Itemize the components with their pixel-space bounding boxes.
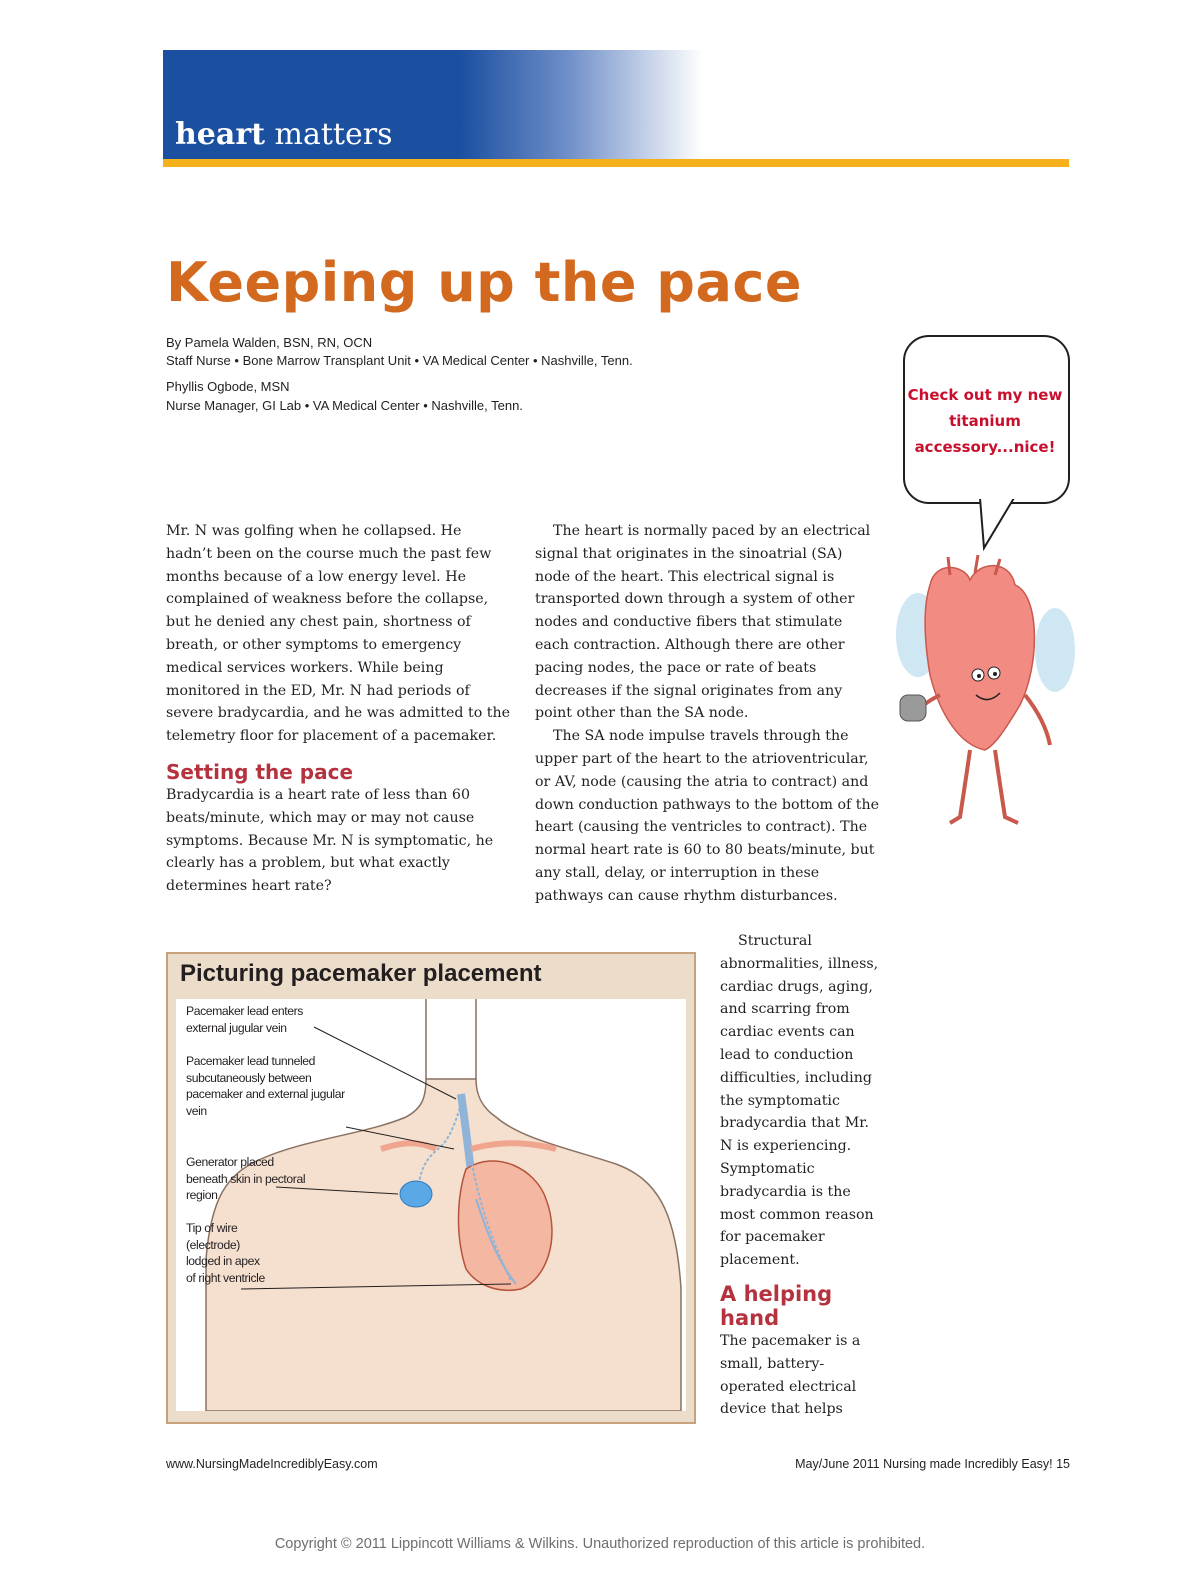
header-rule (163, 159, 1069, 167)
speech-bubble-tail (970, 496, 1030, 552)
label-wire-tip: Tip of wire (electrode) lodged in apex of right ventricle (186, 1221, 265, 1285)
section-heading-a-helping-hand: A helping hand (720, 1281, 833, 1330)
label-lead-enters-jugular: Pacemaker lead enters external jugular vein (186, 1004, 303, 1035)
column-1 (166, 520, 511, 898)
abnormalities-paragraph: Structural abnormalities, illness, cardiac drugs, aging, and scarring from cardiac events can lead to conduction difficulties, including the symptomatic bradycardia that Mr. N is experiencing. Symptomatic bradycardia is the most common reason for pacemaker placement. (720, 933, 879, 1269)
conduction-paragraph: The SA node impulse travels through the upper part of the heart to the atrioventricular, or AV, node (causing the atria to contract) and down conduction pathways to the bottom of the heart (causing the ventricles to contract). The normal heart rate is 60 to 80 beats/minute, but any stall, delay, or interruption in these pathways can cause rhythm disturbances. (535, 728, 879, 904)
helping-hand-paragraph: The pacemaker is a small, battery-operated electrical device that helps (720, 1332, 861, 1418)
sa-node-paragraph: The heart is normally paced by an electrical signal that originates in the sinoatrial (SA) node of the heart. This electrical signal is transported down through a system of other nodes and conductive fibers that stimulate each contraction. Although there are other pacing nodes, the pace or rate of beats decreases if the signal originates from any point other than the SA node. (535, 523, 871, 722)
author-2-name: Phyllis Ogbode, MSN (166, 379, 290, 394)
torso-icon (206, 1079, 681, 1411)
setting-the-pace-paragraph: Bradycardia is a heart rate of less than 60 beats/minute, which may or may not cause symptoms. Because Mr. N is symptomatic, he clearly has a problem, but what exactly determines heart rate? (166, 786, 494, 895)
pacemaker-device-icon (900, 695, 926, 721)
department-brand: heart matters (175, 117, 393, 152)
footer-issue: May/June 2011 Nursing made Incredibly Easy! 15 (795, 1457, 1070, 1471)
column-2 (535, 520, 880, 908)
section-heading-setting-the-pace: Setting the pace (166, 759, 354, 784)
article-title: Keeping up the pace (166, 251, 803, 314)
author-2-affiliation: Nurse Manager, GI Lab • VA Medical Center • Nashville, Tenn. (166, 398, 523, 413)
neck-icon (426, 999, 476, 1079)
column-3 (720, 930, 882, 1421)
copyright-notice: Copyright © 2011 Lippincott Williams & Wilkins. Unauthorized reproduction of this article is prohibited. (274, 1536, 926, 1552)
cartoon-heart-illustration (890, 555, 1075, 835)
footer-website: www.NursingMadeIncrediblyEasy.com (166, 1457, 378, 1471)
author-1-affiliation: Staff Nurse • Bone Marrow Transplant Unit • VA Medical Center • Nashville, Tenn. (166, 353, 633, 368)
label-generator-placement: Generator placed beneath skin in pectoral region (186, 1155, 306, 1202)
generator-icon (400, 1181, 432, 1207)
author-1-name: By Pamela Walden, BSN, RN, OCN (166, 335, 373, 350)
label-lead-tunneled: Pacemaker lead tunneled subcutaneously between pacemaker and external jugular vein (186, 1054, 345, 1118)
intro-paragraph: Mr. N was golfing when he collapsed. He hadn’t been on the course much the past few months because of a low energy level. He complained of weakness before the collapse, but he denied any chest pain, shortness of breath, or other symptoms to emergency medical services workers. While being monitored in the ED, Mr. N had periods of severe bradycardia, and he was admitted to the telemetry floor for placement of a pacemaker. (166, 523, 511, 745)
figure-title: Picturing pacemaker placement (180, 960, 542, 987)
wing-right-icon (1035, 608, 1075, 692)
speech-bubble-text: Check out my new titanium accessory...nice! (907, 386, 1063, 456)
